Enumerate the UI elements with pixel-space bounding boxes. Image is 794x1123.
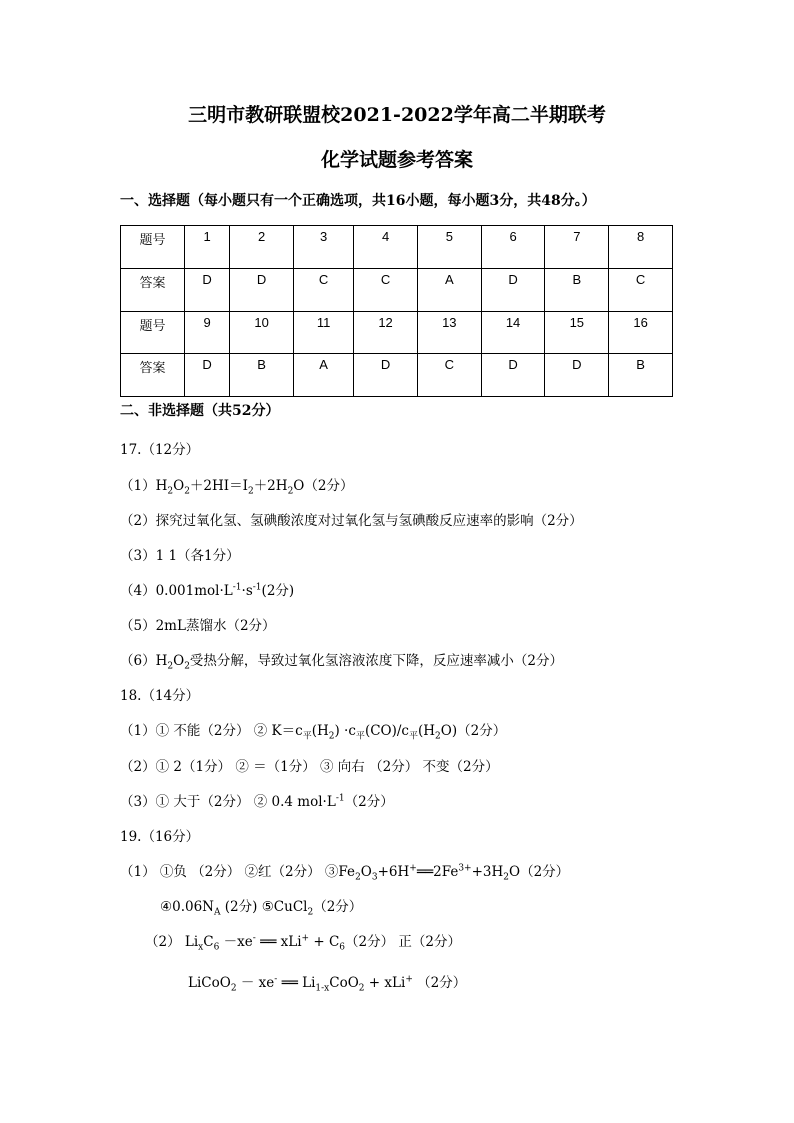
table-cell: D	[354, 354, 418, 397]
q19-answer-2: （2） $Li_xC_6 -xe^-$ ══ $xLi^+ + C_6(2$分） 正（2分）	[145, 933, 462, 953]
table-cell: 14	[481, 311, 545, 354]
answer-table	[120, 225, 673, 397]
row-label: 答案	[121, 268, 185, 311]
table-cell: 3	[293, 226, 353, 269]
table-cell: A	[417, 268, 481, 311]
table-cell: 15	[545, 311, 609, 354]
table-row	[121, 354, 673, 397]
table-cell: C	[354, 268, 418, 311]
q18-answer-2: （2）① 2（1分） ② ＝（1分） ③ 向右 （2分） 不变（2分）	[120, 759, 499, 775]
q17-answer-5: （5）2mL蒸馏水（2分）	[120, 618, 276, 634]
table-cell: D	[230, 268, 294, 311]
row-label: 题号	[121, 311, 185, 354]
table-cell: C	[293, 268, 353, 311]
page-title: 三明市教研联盟校2021-2022学年高二半期联考	[188, 104, 606, 126]
table-row	[121, 226, 673, 269]
q18-answer-3: （3）① 大于（2分） ② 0.4 $mol\cdot L^{-1}(2$分）	[120, 793, 394, 810]
section-2-heading: 二、非选择题（共52分）	[120, 403, 280, 419]
table-cell: 13	[417, 311, 481, 354]
q19-answer-2b: LiCoO$_2$ － xe- ══ $Li_{1-x}CoO_2 + xLi^+$ （2分）	[188, 974, 467, 994]
table-cell: 9	[185, 311, 230, 354]
q17-heading: 17.（12分）	[120, 442, 200, 458]
table-cell: A	[293, 354, 353, 397]
table-cell: 7	[545, 226, 609, 269]
q18-heading: 18.（14分）	[120, 688, 200, 704]
table-cell: B	[609, 354, 673, 397]
q17-answer-2: （2）探究过氧化氢、氢碘酸浓度对过氧化氢与氢碘酸反应速率的影响（2分）	[120, 513, 583, 529]
q18-answer-1: （1）① 不能（2分） ② $K=c_平(H_2) \cdot c_平(CO)/c_平(H_2O)(2$分）	[120, 723, 507, 742]
table-cell: C	[609, 268, 673, 311]
table-cell: 5	[417, 226, 481, 269]
table-cell: D	[545, 354, 609, 397]
q17-answer-3: （3）1 1（各1分）	[120, 548, 240, 564]
q17-answer-6: $(6)H_2O_2$受热分解，导致过氧化氢溶液浓度下降，反应速率减小（2分）	[120, 653, 564, 672]
row-label: 题号	[121, 226, 185, 269]
table-cell: 12	[354, 311, 418, 354]
table-cell: B	[230, 354, 294, 397]
table-cell: D	[185, 268, 230, 311]
table-cell: 1	[185, 226, 230, 269]
q17-answer-1: $(1)H_2O_2+2HI=I_2+2H_2O(2$分）	[120, 478, 354, 497]
q19-answer-1: （1） ①负 （2分） ②红（2分） $③Fe_2O_3+6H^+══2Fe^{3+}+3H_2O(2$分）	[120, 863, 570, 883]
table-cell: 8	[609, 226, 673, 269]
table-cell: D	[481, 268, 545, 311]
q19-heading: 19.（16分）	[120, 829, 200, 845]
table-cell: C	[417, 354, 481, 397]
table-cell: 11	[293, 311, 353, 354]
table-cell: 4	[354, 226, 418, 269]
table-cell: B	[545, 268, 609, 311]
section-1-heading: 一、选择题（每小题只有一个正确选项，共16小题，每小题3分，共48分。）	[120, 193, 596, 209]
table-cell: 2	[230, 226, 294, 269]
row-label: 答案	[121, 354, 185, 397]
table-cell: D	[185, 354, 230, 397]
table-row	[121, 268, 673, 311]
page-subtitle: 化学试题参考答案	[320, 149, 473, 171]
q19-answer-1b: $④0.06N_A$ (2分) ⑤CuCl$_2$（2分）	[160, 899, 363, 918]
table-cell: 10	[230, 311, 294, 354]
table-cell: 6	[481, 226, 545, 269]
table-cell: D	[481, 354, 545, 397]
table-row	[121, 311, 673, 354]
q17-answer-4: $(4)0.001mol\cdot L^{-1}\cdot s^{-1}(2$分)	[120, 582, 295, 599]
table-cell: 16	[609, 311, 673, 354]
